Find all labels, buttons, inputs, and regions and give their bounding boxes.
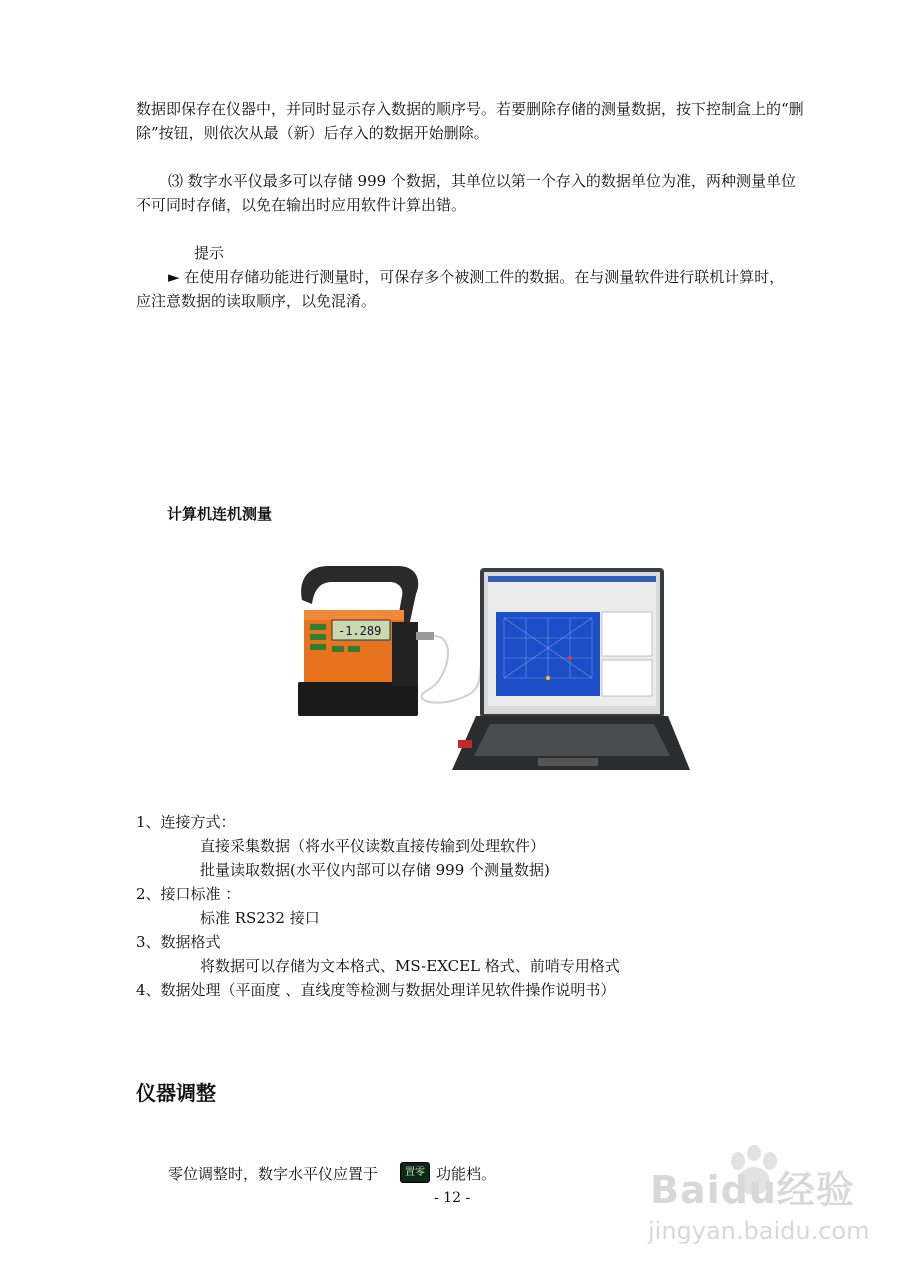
- list-item: 将数据可以存储为文本格式、MS-EXCEL 格式、前哨专用格式: [200, 957, 620, 975]
- list-item: 4、数据处理（平面度 、直线度等检测与数据处理详见软件操作说明书）: [136, 981, 616, 999]
- watermark-main-text: Baidu经验: [650, 1168, 855, 1212]
- page-number: - 12 -: [434, 1190, 471, 1206]
- list-item: 3、数据格式: [136, 933, 221, 951]
- paragraph-2-line-2: 不可同时存储，以免在输出时应用软件计算出错。: [136, 196, 467, 214]
- adjust-line-before: 零位调整时，数字水平仪应置于: [168, 1165, 379, 1183]
- list-item: 1、连接方式：: [136, 813, 236, 831]
- section-heading-adjust: 仪器调整: [136, 1081, 216, 1105]
- section-heading-computer: 计算机连机测量: [167, 505, 273, 523]
- tip-title: 提示: [194, 244, 225, 262]
- level-base: [298, 682, 418, 716]
- list-item: 批量读取数据(水平仪内部可以存储 999 个测量数据): [200, 861, 550, 879]
- paragraph-1-line-1: 数据即保存在仪器中，并同时显示存入数据的顺序号。若要删除存储的测量数据，按下控制盒上的“删: [136, 100, 804, 118]
- baidu-jingyan-watermark: [640, 1145, 890, 1255]
- serial-cable: [422, 636, 488, 703]
- level-display-value: -1.289: [338, 624, 382, 638]
- list-item: 标准 RS232 接口: [200, 909, 320, 927]
- zero-function-button-icon: 置零: [400, 1162, 430, 1183]
- list-item: 直接采集数据（将水平仪读数直接传输到处理软件）: [200, 837, 546, 855]
- adjust-line-after: 功能档。: [436, 1165, 497, 1183]
- tip-line-1: ► 在使用存储功能进行测量时，可保存多个被测工件的数据。在与测量软件进行联机计算时，: [168, 268, 785, 286]
- device-laptop-illustration: [298, 560, 698, 785]
- paragraph-1-line-2: 除”按钮，则依次从最（新）后存入的数据开始删除。: [136, 124, 489, 142]
- tip-line-2: 应注意数据的读取顺序，以免混淆。: [136, 292, 377, 310]
- watermark-url-text: jingyan.baidu.com: [648, 1217, 870, 1245]
- list-item: 2、接口标准 ：: [136, 885, 241, 903]
- paragraph-2-line-1: ⑶ 数字水平仪最多可以存储 999 个数据，其单位以第一个存入的数据单位为准，两种测量单位: [168, 172, 796, 190]
